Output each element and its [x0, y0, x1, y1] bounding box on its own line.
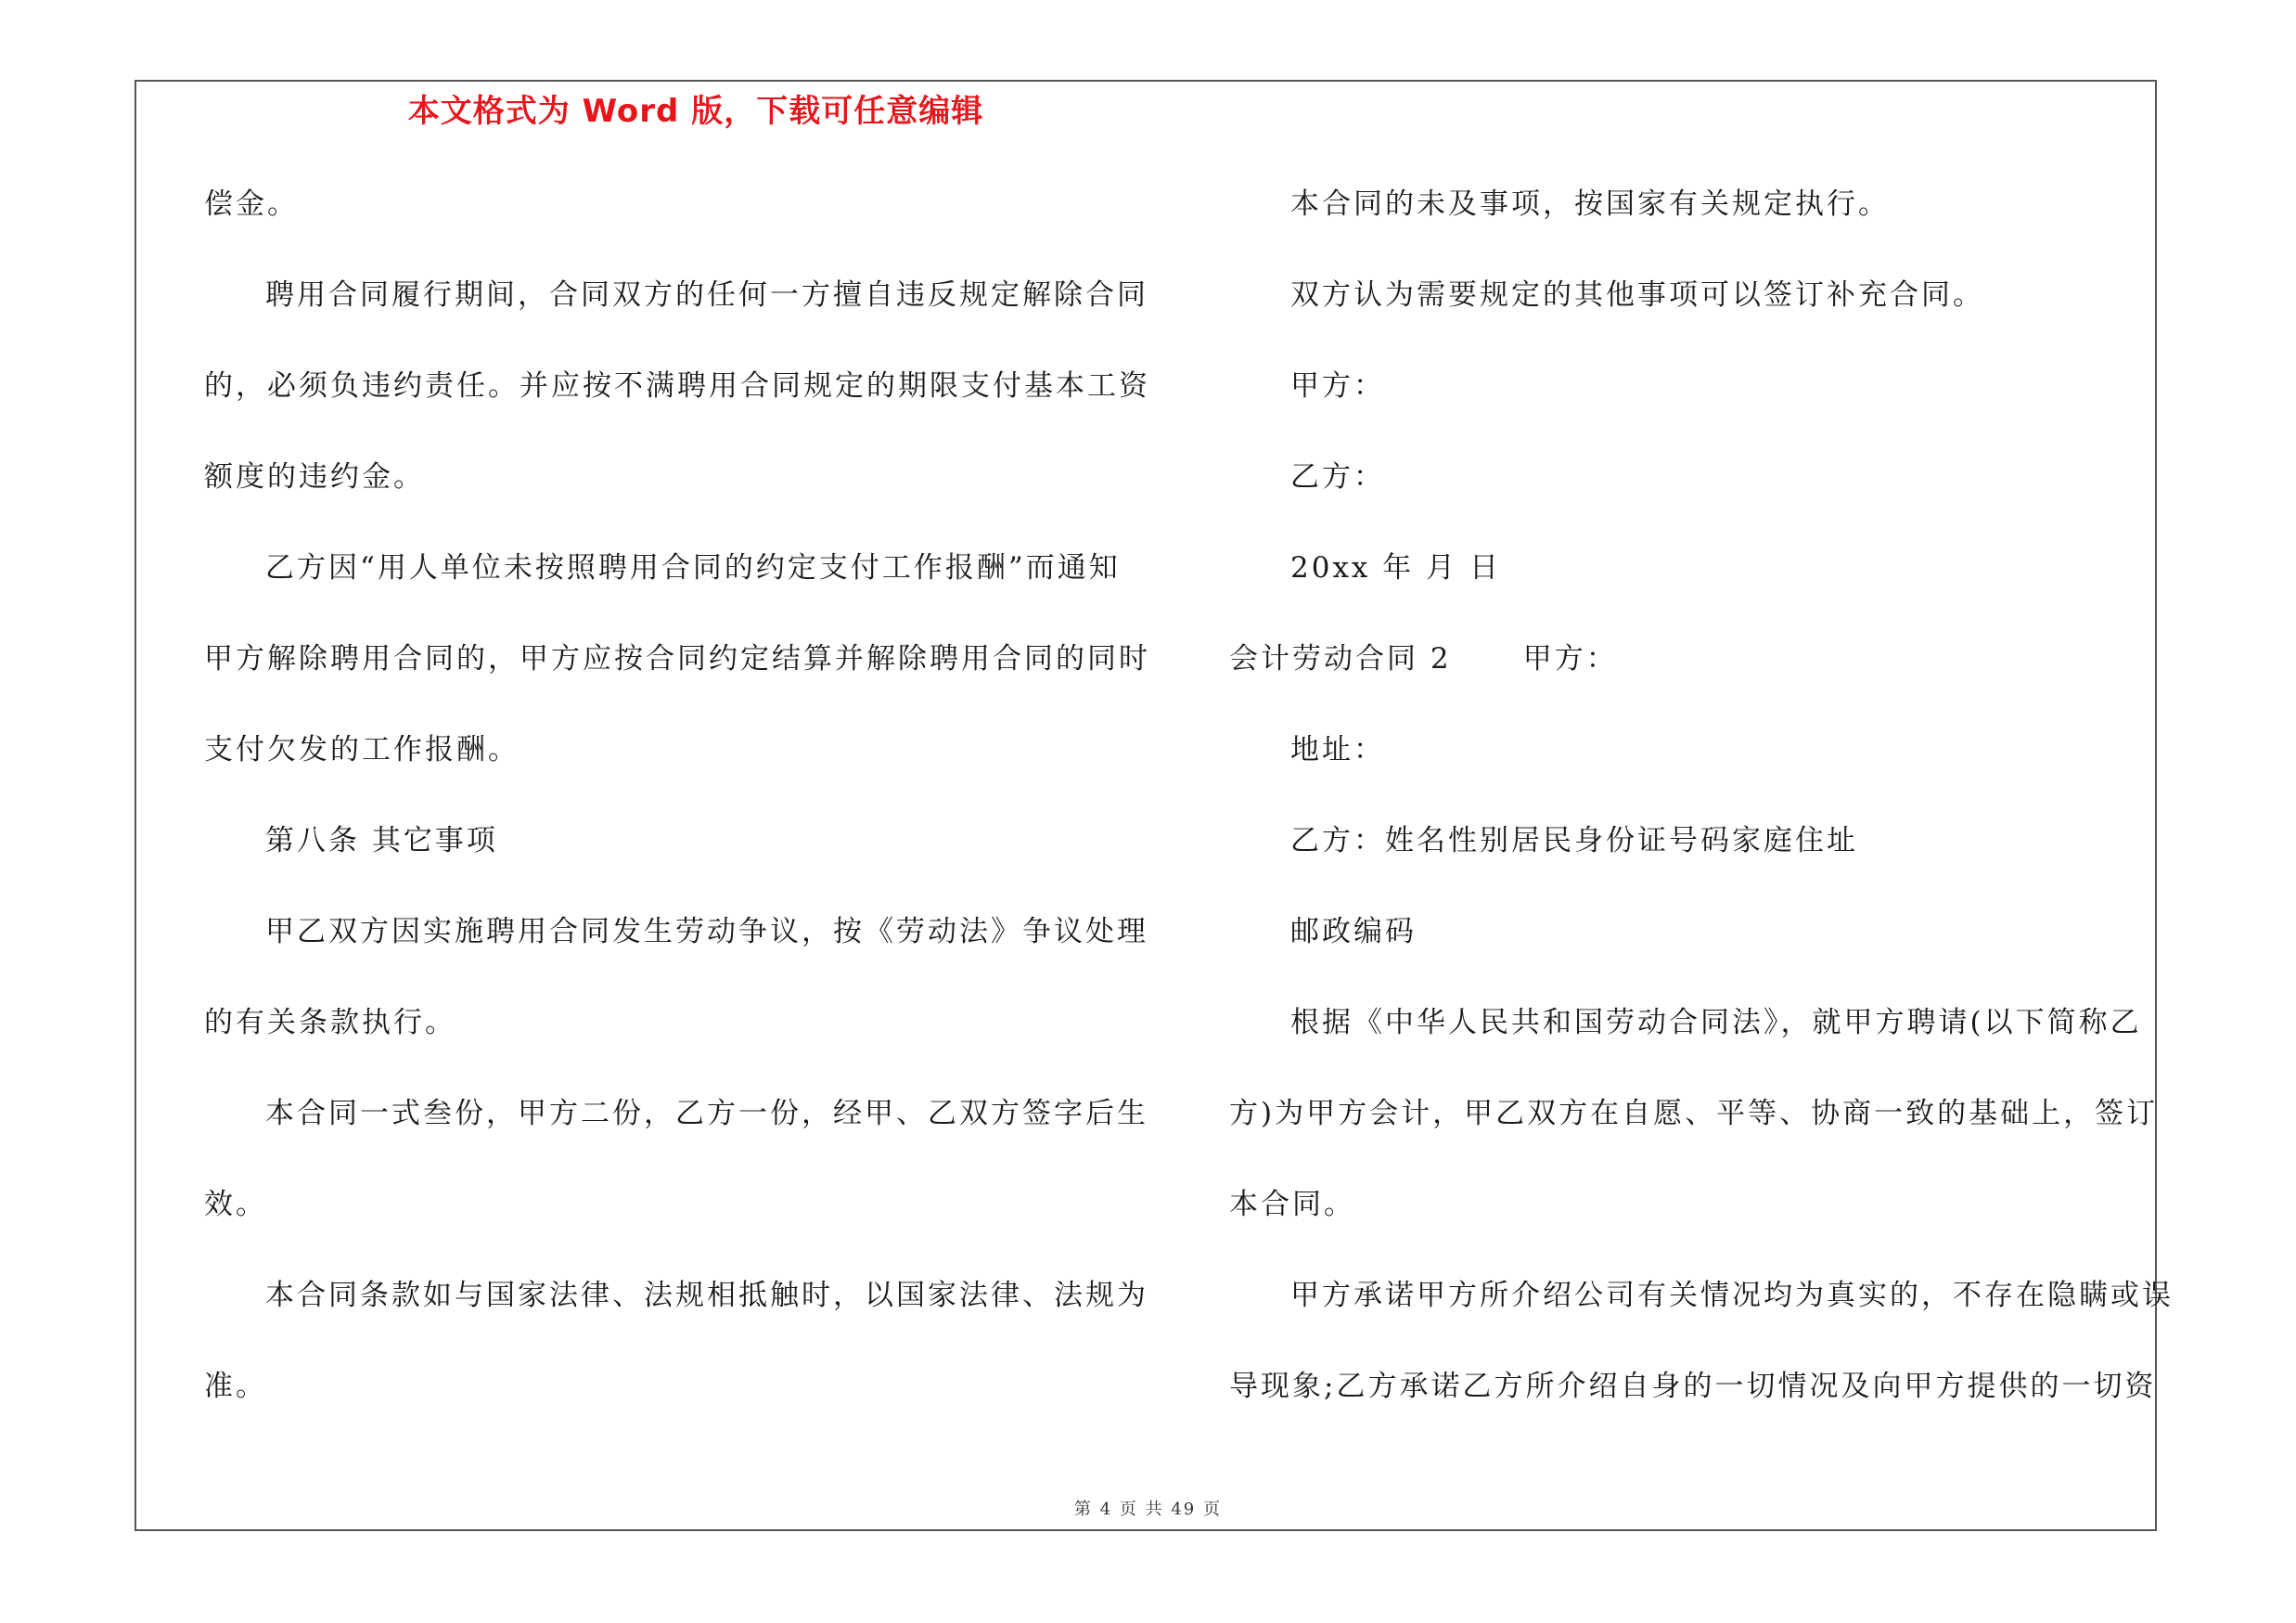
paragraph-line: 导现象;乙方承诺乙方所介绍自身的一切情况及向甲方提供的一切资 [1229, 1370, 2157, 1403]
paragraph-line: 效。 [204, 1188, 267, 1221]
party-a-label: 甲方： [1290, 369, 1385, 403]
paragraph-line: 准。 [204, 1370, 267, 1403]
party-b-info: 乙方：姓名性别居民身份证号码家庭住址 [1290, 824, 1858, 857]
paragraph-line: 甲方解除聘用合同的，甲方应按合同约定结算并解除聘用合同的同时 [204, 642, 1150, 676]
paragraph-line: 本合同的未及事项，按国家有关规定执行。 [1290, 187, 1890, 221]
contract-title: 会计劳动合同 2 甲方： [1229, 642, 1618, 676]
party-b-label: 乙方： [1290, 460, 1385, 494]
paragraph-line: 乙方因“用人单位未按照聘用合同的约定支付工作报酬”而通知 [265, 551, 1121, 585]
paragraph-line: 聘用合同履行期间，合同双方的任何一方擅自违反规定解除合同 [265, 278, 1148, 312]
paragraph-line: 偿金。 [204, 187, 299, 221]
page-number-footer: 第 4 页 共 49 页 [1074, 1500, 1222, 1519]
paragraph-line: 的，必须负违约责任。并应按不满聘用合同规定的期限支付基本工资 [204, 369, 1150, 403]
paragraph-line: 的有关条款执行。 [204, 1006, 456, 1039]
date-line: 20xx 年 月 日 [1290, 551, 1501, 585]
paragraph-line: 本合同条款如与国家法律、法规相抵触时，以国家法律、法规为 [265, 1279, 1148, 1312]
paragraph-line: 方)为甲方会计，甲乙双方在自愿、平等、协商一致的基础上，签订 [1229, 1097, 2159, 1130]
postal-code-label: 邮政编码 [1290, 915, 1417, 948]
paragraph-line: 双方认为需要规定的其他事项可以签订补充合同。 [1290, 278, 1984, 312]
section-heading: 第八条 其它事项 [265, 824, 498, 857]
paragraph-line: 额度的违约金。 [204, 460, 425, 494]
paragraph-line: 甲乙双方因实施聘用合同发生劳动争议，按《劳动法》争议处理 [265, 915, 1148, 948]
paragraph-line: 本合同。 [1229, 1188, 1355, 1221]
banner-notice: 本文格式为 Word 版，下载可任意编辑 [407, 93, 984, 130]
paragraph-line: 根据《中华人民共和国劳动合同法》，就甲方聘请(以下简称乙 [1290, 1006, 2142, 1039]
paragraph-line: 支付欠发的工作报酬。 [204, 733, 519, 766]
paragraph-line: 甲方承诺甲方所介绍公司有关情况均为真实的，不存在隐瞒或误 [1290, 1279, 2174, 1312]
address-label: 地址： [1290, 733, 1385, 766]
paragraph-line: 本合同一式叁份，甲方二份，乙方一份，经甲、乙双方签字后生 [265, 1097, 1148, 1130]
